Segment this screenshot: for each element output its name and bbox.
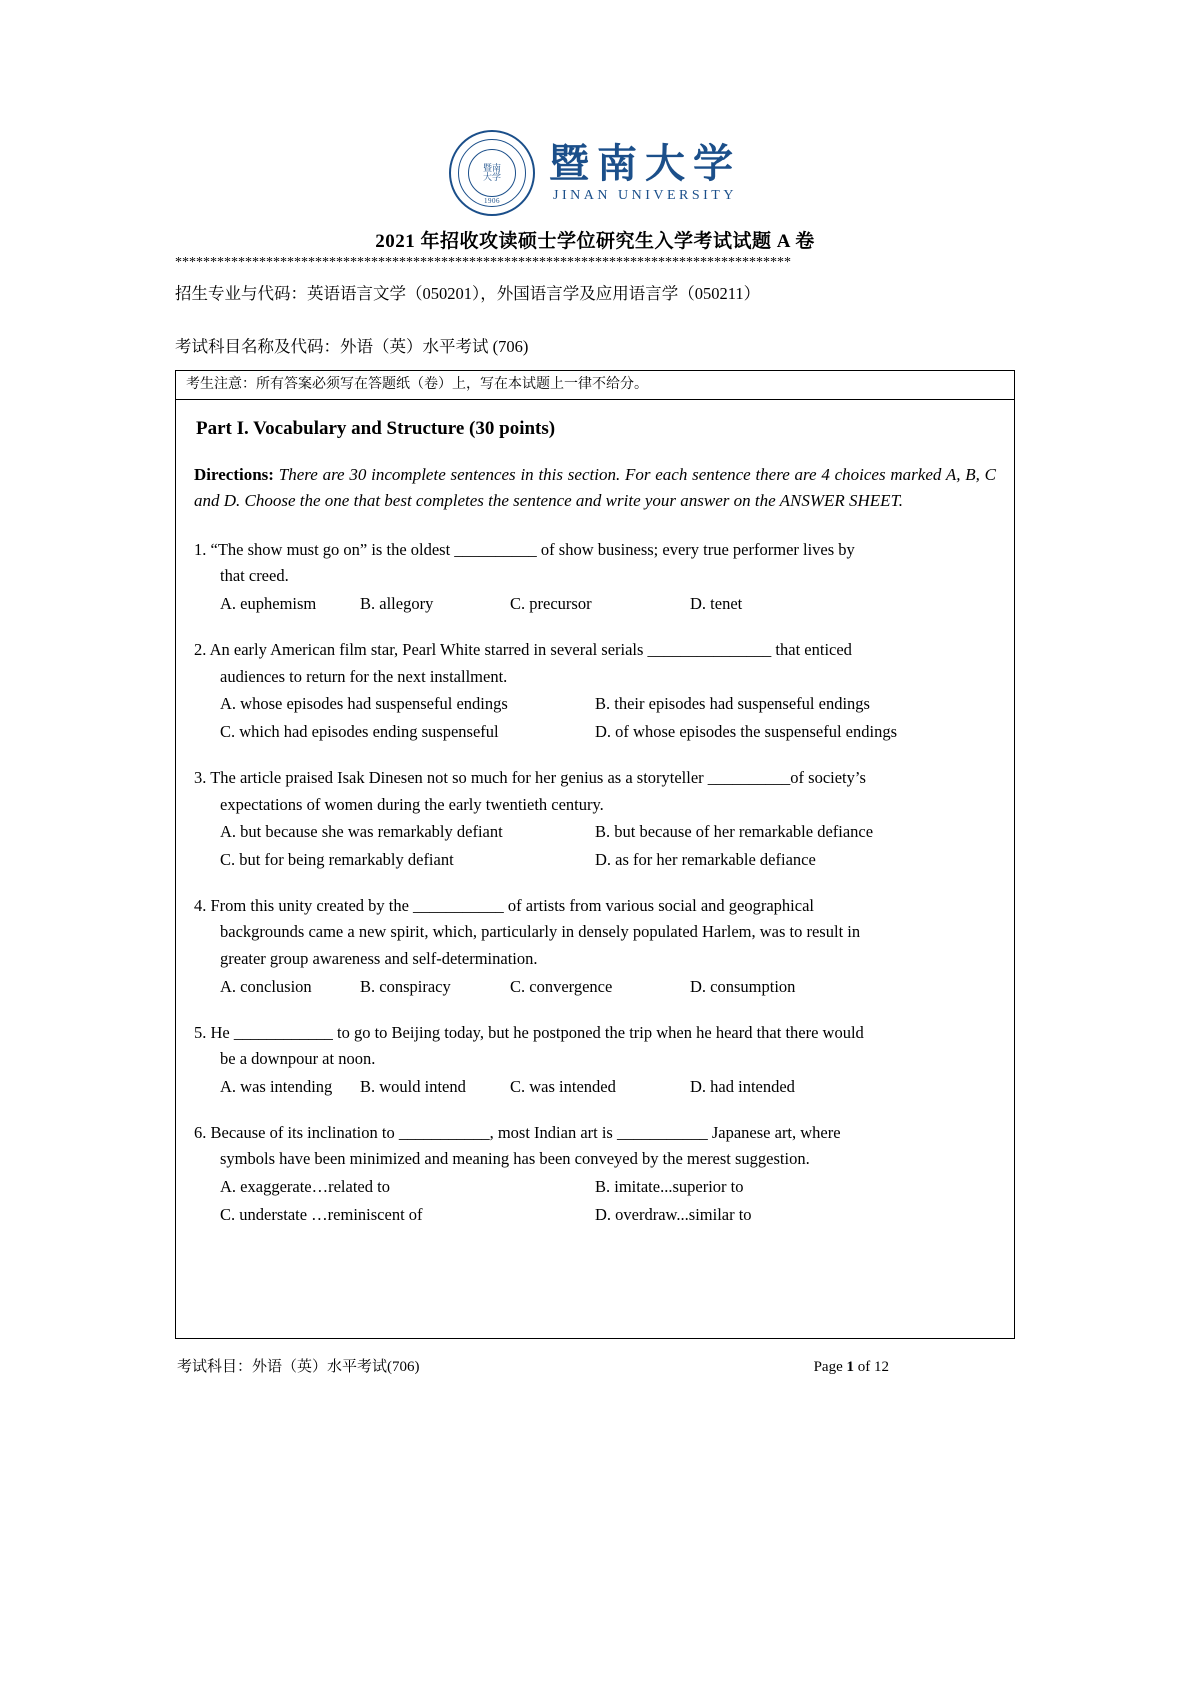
question-number: 5. <box>194 1022 207 1042</box>
page-title: 2021 年招收攻读硕士学位研究生入学考试试题 A 卷 <box>375 231 815 252</box>
question-stem-cont: backgrounds came a new spirit, which, particularly in densely populated Harlem, was to result in <box>220 922 861 942</box>
university-logo <box>175 130 1015 216</box>
question-stem-line1: He ____________ to go to Beijing today, but he postponed the trip when he heard that there would <box>210 1022 864 1042</box>
directions <box>194 462 996 515</box>
choice-b[interactable]: B. conspiracy <box>360 976 451 996</box>
choice-d[interactable]: D. of whose episodes the suspenseful endings <box>595 722 897 742</box>
choice-list <box>194 1202 996 1229</box>
part-title: Part I. Vocabulary and Structure (30 points) <box>196 418 556 440</box>
question-stem-cont: that creed. <box>220 566 289 586</box>
question-stem-cont: audiences to return for the next installment. <box>220 666 508 686</box>
choice-list <box>194 847 996 874</box>
choice-a[interactable]: A. but because she was remarkably defiant <box>220 822 503 842</box>
page-footer <box>175 1355 1015 1376</box>
choice-list <box>194 819 996 846</box>
question-stem <box>194 637 996 664</box>
question-stem-cont: expectations of women during the early twentieth century. <box>220 794 604 814</box>
choice-list <box>194 1174 996 1201</box>
choice-b[interactable]: B. but because of her remarkable defiance <box>595 822 874 842</box>
choice-d[interactable]: D. overdraw...similar to <box>595 1204 752 1224</box>
choice-d[interactable]: D. consumption <box>690 976 796 996</box>
choice-d[interactable]: D. tenet <box>690 594 743 614</box>
choice-list <box>194 974 996 1001</box>
question-item <box>194 1020 996 1101</box>
university-seal-icon <box>449 130 535 216</box>
choice-a[interactable]: A. exaggerate…related to <box>220 1177 390 1197</box>
directions-label: Directions: <box>194 465 274 485</box>
choice-list <box>194 691 996 718</box>
question-stem <box>194 893 996 920</box>
choice-c[interactable]: C. convergence <box>510 976 613 996</box>
choice-b[interactable]: B. would intend <box>360 1076 466 1096</box>
choice-list <box>194 719 996 746</box>
question-number: 2. <box>194 639 207 659</box>
choice-a[interactable]: A. was intending <box>220 1076 333 1096</box>
seal-inner-text: 暨南 大学 <box>468 149 516 197</box>
footer-page-number: Page 1 of 12 <box>813 1359 889 1376</box>
question-number: 3. <box>194 767 207 787</box>
choice-list <box>194 1074 996 1101</box>
question-item <box>194 765 996 874</box>
question-stem-line1: From this unity created by the ___________ of artists from various social and geographical <box>210 895 814 915</box>
question-stem-cont: be a downpour at noon. <box>220 1049 376 1069</box>
logo-english-name: JINAN UNIVERSITY <box>553 187 737 203</box>
major-and-code-line: 招生专业与代码：英语语言文学（050201），外国语言学及应用语言学（050211） <box>175 284 761 304</box>
question-stem <box>194 765 996 792</box>
candidate-notice: 考生注意：所有答案必须写在答题纸（卷）上，写在本试题上一律不给分。 <box>175 370 1015 399</box>
choice-b[interactable]: B. their episodes had suspenseful endings <box>595 694 870 714</box>
choice-b[interactable]: B. allegory <box>360 594 434 614</box>
question-stem-line1: An early American film star, Pearl White starred in several serials _______________ that enticed <box>209 639 852 659</box>
choice-list <box>194 591 996 618</box>
choice-a[interactable]: A. conclusion <box>220 976 312 996</box>
choice-a[interactable]: A. euphemism <box>220 594 317 614</box>
choice-d[interactable]: D. had intended <box>690 1076 795 1096</box>
question-stem <box>194 1020 996 1047</box>
question-stem-line1: The article praised Isak Dinesen not so much for her genius as a storyteller __________of society’s <box>210 767 866 787</box>
question-number: 6. <box>194 1122 207 1142</box>
exam-content-box <box>175 399 1015 1339</box>
choice-c[interactable]: C. but for being remarkably defiant <box>220 849 454 869</box>
question-stem-line1: “The show must go on” is the oldest __________ of show business; every true performer lives by <box>210 539 855 559</box>
choice-c[interactable]: C. which had episodes ending suspenseful <box>220 722 499 742</box>
question-stem-cont: symbols have been minimized and meaning has been conveyed by the merest suggestion. <box>220 1149 810 1169</box>
star-divider: **************************************************************************************** <box>175 255 791 270</box>
question-number: 1. <box>194 539 207 559</box>
directions-text: There are 30 incomplete sentences in this section. For each sentence there are 4 choices marked A, B, C and D. Choose the one that best completes the sentence and write your answer on the ANSWER SHEET. <box>194 465 997 511</box>
question-stem <box>194 1120 996 1147</box>
choice-d[interactable]: D. as for her remarkable defiance <box>595 849 816 869</box>
question-number: 4. <box>194 895 207 915</box>
question-item <box>194 893 996 1001</box>
choice-c[interactable]: C. precursor <box>510 594 592 614</box>
question-item <box>194 637 996 746</box>
choice-c[interactable]: C. was intended <box>510 1076 616 1096</box>
question-stem-line1: Because of its inclination to ___________, most Indian art is ___________ Japanese art, where <box>210 1122 841 1142</box>
choice-c[interactable]: C. understate …reminiscent of <box>220 1204 423 1224</box>
question-stem <box>194 537 996 564</box>
footer-subject: 考试科目：外语（英）水平考试(706) <box>177 1359 420 1376</box>
subject-and-code-line: 考试科目名称及代码：外语（英）水平考试 (706) <box>175 337 529 357</box>
choice-a[interactable]: A. whose episodes had suspenseful endings <box>220 694 508 714</box>
logo-chinese-name: 暨南大学 <box>549 139 741 187</box>
question-item <box>194 1120 996 1229</box>
question-item <box>194 537 996 618</box>
question-stem-cont2: greater group awareness and self-determination. <box>220 949 538 969</box>
choice-b[interactable]: B. imitate...superior to <box>595 1177 744 1197</box>
seal-year: 1906 <box>484 197 500 205</box>
